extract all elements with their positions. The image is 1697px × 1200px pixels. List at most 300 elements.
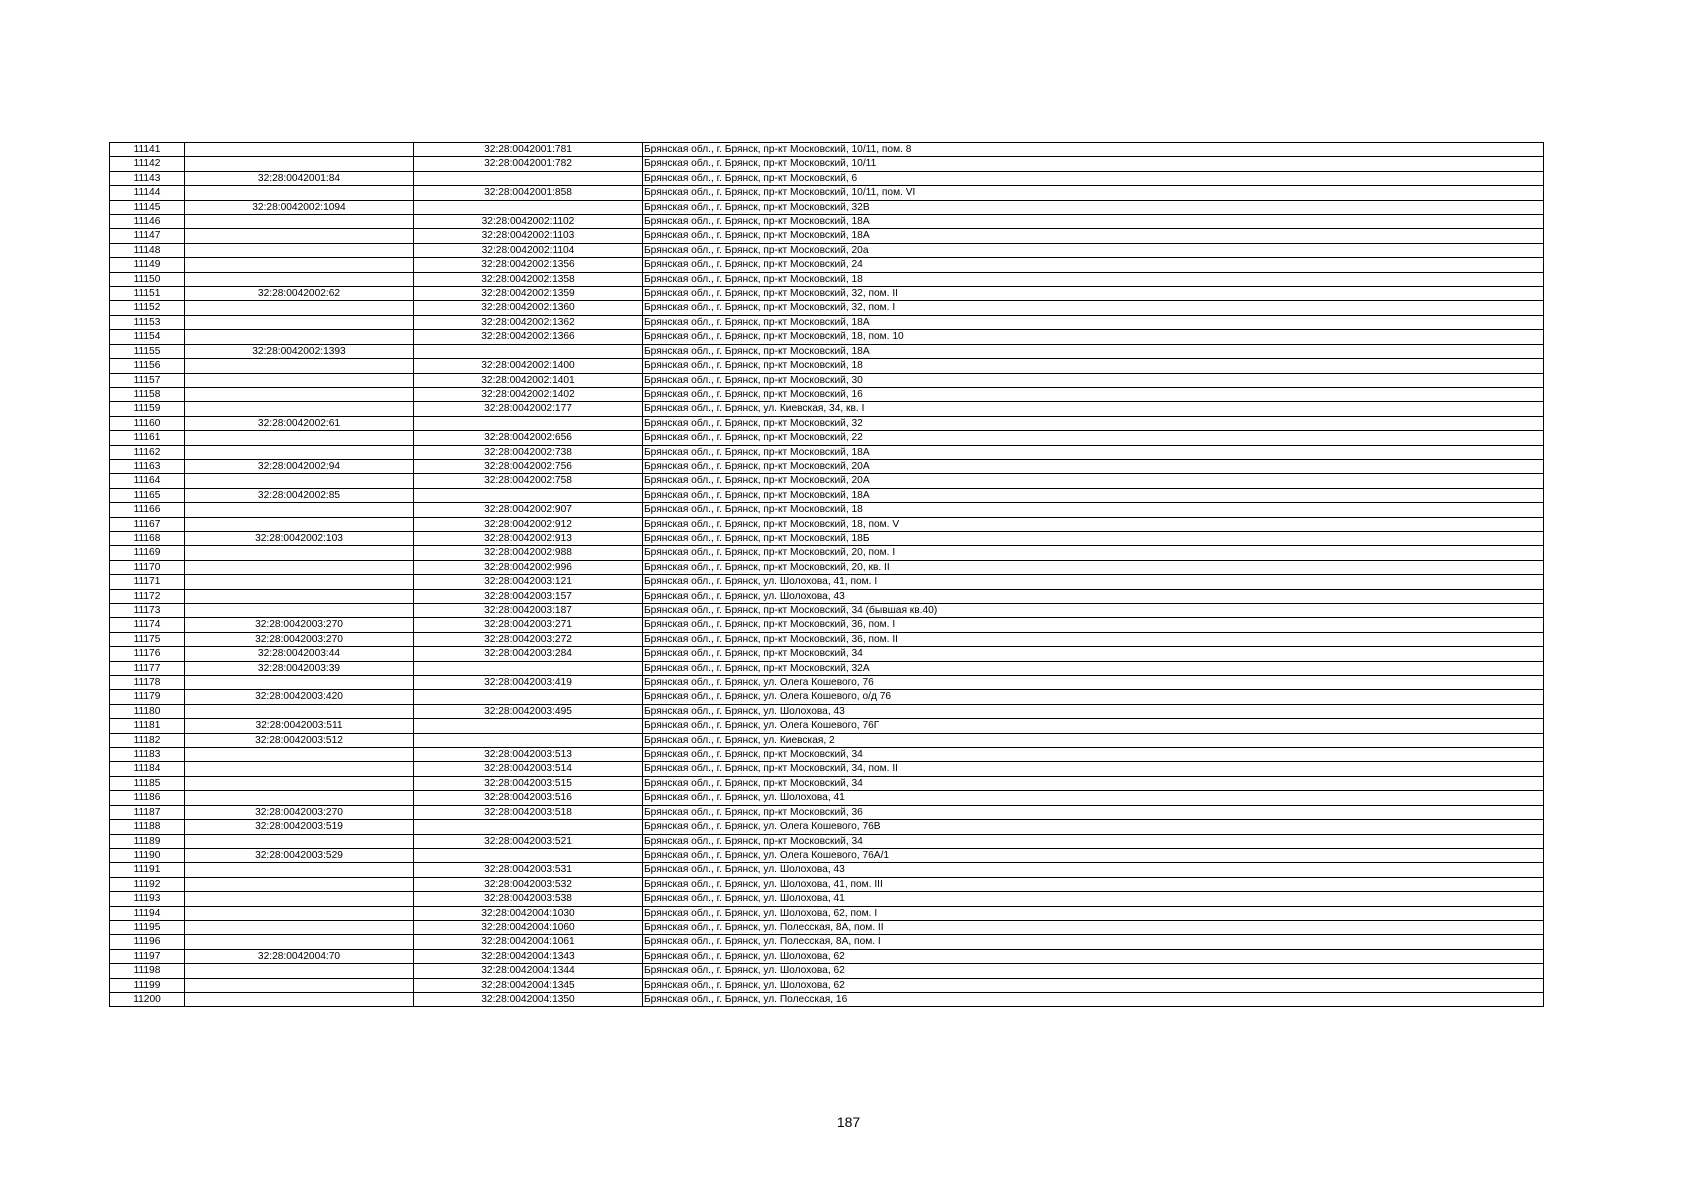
table-row (110, 892, 1544, 906)
table-row (110, 373, 1544, 387)
cadastral-number-cell: 32:28:0042004:1060 (414, 920, 643, 934)
row-number-cell: 11185 (110, 776, 185, 790)
row-number-cell: 11150 (110, 272, 185, 286)
cadastral-number-cell: 32:28:0042004:1061 (414, 935, 643, 949)
parent-cadastral-number-cell (185, 215, 414, 229)
address-cell: Брянская обл., г. Брянск, ул. Олега Кошевого, 76 (643, 676, 1544, 690)
cadastral-number-cell: 32:28:0042001:858 (414, 186, 643, 200)
address-cell: Брянская обл., г. Брянск, пр-кт Московский, 10/11, пом. VI (643, 186, 1544, 200)
address-cell: Брянская обл., г. Брянск, пр-кт Московский, 18А (643, 315, 1544, 329)
parent-cadastral-number-cell (185, 877, 414, 891)
address-cell: Брянская обл., г. Брянск, пр-кт Московский, 18А (643, 229, 1544, 243)
table-row (110, 820, 1544, 834)
parent-cadastral-number-cell: 32:28:0042003:270 (185, 632, 414, 646)
cadastral-number-cell: 32:28:0042003:419 (414, 676, 643, 690)
address-cell: Брянская обл., г. Брянск, ул. Шолохова, 62 (643, 949, 1544, 963)
row-number-cell: 11178 (110, 676, 185, 690)
address-cell: Брянская обл., г. Брянск, пр-кт Московский, 32А (643, 661, 1544, 675)
parent-cadastral-number-cell (185, 589, 414, 603)
parent-cadastral-number-cell (185, 243, 414, 257)
cadastral-number-cell: 32:28:0042004:1344 (414, 964, 643, 978)
table-row (110, 690, 1544, 704)
row-number-cell: 11160 (110, 416, 185, 430)
parent-cadastral-number-cell (185, 503, 414, 517)
table-row (110, 344, 1544, 358)
parent-cadastral-number-cell (185, 373, 414, 387)
table-row (110, 964, 1544, 978)
parent-cadastral-number-cell (185, 157, 414, 171)
cadastral-number-cell: 32:28:0042003:516 (414, 791, 643, 805)
table-row (110, 171, 1544, 185)
address-cell: Брянская обл., г. Брянск, пр-кт Московский, 36, пом. II (643, 632, 1544, 646)
address-cell: Брянская обл., г. Брянск, ул. Шолохова, 43 (643, 704, 1544, 718)
address-cell: Брянская обл., г. Брянск, пр-кт Московский, 18 (643, 359, 1544, 373)
table-row (110, 978, 1544, 992)
address-cell: Брянская обл., г. Брянск, пр-кт Московский, 24 (643, 258, 1544, 272)
address-cell: Брянская обл., г. Брянск, пр-кт Московский, 34 (643, 776, 1544, 790)
table-row (110, 992, 1544, 1006)
cadastral-number-cell: 32:28:0042003:532 (414, 877, 643, 891)
address-cell: Брянская обл., г. Брянск, ул. Олега Кошевого, 76Г (643, 719, 1544, 733)
parent-cadastral-number-cell (185, 474, 414, 488)
row-number-cell: 11142 (110, 157, 185, 171)
parent-cadastral-number-cell: 32:28:0042003:420 (185, 690, 414, 704)
row-number-cell: 11198 (110, 964, 185, 978)
table-row (110, 604, 1544, 618)
table-row (110, 459, 1544, 473)
table-row (110, 186, 1544, 200)
cadastral-number-cell: 32:28:0042002:1102 (414, 215, 643, 229)
table-row (110, 243, 1544, 257)
table-row (110, 805, 1544, 819)
cadastral-number-cell: 32:28:0042002:988 (414, 546, 643, 560)
parent-cadastral-number-cell: 32:28:0042002:85 (185, 488, 414, 502)
address-cell: Брянская обл., г. Брянск, пр-кт Московский, 18А (643, 445, 1544, 459)
parent-cadastral-number-cell: 32:28:0042002:94 (185, 459, 414, 473)
parent-cadastral-number-cell (185, 575, 414, 589)
row-number-cell: 11154 (110, 330, 185, 344)
parent-cadastral-number-cell (185, 776, 414, 790)
cadastral-number-cell: 32:28:0042003:271 (414, 618, 643, 632)
address-cell: Брянская обл., г. Брянск, ул. Шолохова, 41, пом. III (643, 877, 1544, 891)
cadastral-number-cell: 32:28:0042002:1401 (414, 373, 643, 387)
parent-cadastral-number-cell (185, 517, 414, 531)
parent-cadastral-number-cell (185, 704, 414, 718)
address-cell: Брянская обл., г. Брянск, ул. Шолохова, 43 (643, 863, 1544, 877)
table-row (110, 906, 1544, 920)
table-row (110, 704, 1544, 718)
table-row (110, 287, 1544, 301)
table-row (110, 877, 1544, 891)
parent-cadastral-number-cell: 32:28:0042003:529 (185, 848, 414, 862)
parent-cadastral-number-cell (185, 431, 414, 445)
row-number-cell: 11174 (110, 618, 185, 632)
cadastral-number-cell: 32:28:0042002:756 (414, 459, 643, 473)
row-number-cell: 11184 (110, 762, 185, 776)
parent-cadastral-number-cell (185, 762, 414, 776)
row-number-cell: 11161 (110, 431, 185, 445)
row-number-cell: 11183 (110, 748, 185, 762)
parent-cadastral-number-cell (185, 301, 414, 315)
table-row (110, 661, 1544, 675)
address-cell: Брянская обл., г. Брянск, ул. Шолохова, 62 (643, 978, 1544, 992)
cadastral-number-cell: 32:28:0042002:1359 (414, 287, 643, 301)
row-number-cell: 11143 (110, 171, 185, 185)
row-number-cell: 11186 (110, 791, 185, 805)
cadastral-number-cell: 32:28:0042003:157 (414, 589, 643, 603)
cadastral-number-cell: 32:28:0042003:121 (414, 575, 643, 589)
row-number-cell: 11189 (110, 834, 185, 848)
table-row (110, 301, 1544, 315)
table-row (110, 791, 1544, 805)
address-cell: Брянская обл., г. Брянск, пр-кт Московский, 18А (643, 215, 1544, 229)
parent-cadastral-number-cell: 32:28:0042003:270 (185, 805, 414, 819)
cadastral-number-cell: 32:28:0042003:538 (414, 892, 643, 906)
row-number-cell: 11200 (110, 992, 185, 1006)
row-number-cell: 11151 (110, 287, 185, 301)
cadastral-number-cell: 32:28:0042001:782 (414, 157, 643, 171)
parent-cadastral-number-cell: 32:28:0042002:1393 (185, 344, 414, 358)
table-row (110, 632, 1544, 646)
parent-cadastral-number-cell (185, 906, 414, 920)
table-row (110, 776, 1544, 790)
row-number-cell: 11164 (110, 474, 185, 488)
address-cell: Брянская обл., г. Брянск, пр-кт Московский, 18А (643, 488, 1544, 502)
cadastral-number-cell: 32:28:0042003:513 (414, 748, 643, 762)
table-row (110, 531, 1544, 545)
cadastral-number-cell: 32:28:0042003:531 (414, 863, 643, 877)
row-number-cell: 11196 (110, 935, 185, 949)
address-cell: Брянская обл., г. Брянск, ул. Полесская, 8А, пом. II (643, 920, 1544, 934)
table-row (110, 733, 1544, 747)
row-number-cell: 11179 (110, 690, 185, 704)
address-cell: Брянская обл., г. Брянск, ул. Олега Кошевого, 76А/1 (643, 848, 1544, 862)
row-number-cell: 11177 (110, 661, 185, 675)
table-row (110, 272, 1544, 286)
address-cell: Брянская обл., г. Брянск, пр-кт Московский, 34, пом. II (643, 762, 1544, 776)
parent-cadastral-number-cell: 32:28:0042003:519 (185, 820, 414, 834)
row-number-cell: 11162 (110, 445, 185, 459)
cadastral-number-cell: 32:28:0042004:1343 (414, 949, 643, 963)
parent-cadastral-number-cell: 32:28:0042003:39 (185, 661, 414, 675)
address-cell: Брянская обл., г. Брянск, ул. Олега Кошевого, 76В (643, 820, 1544, 834)
parent-cadastral-number-cell (185, 402, 414, 416)
table-row (110, 848, 1544, 862)
cadastral-number-cell (414, 661, 643, 675)
cadastral-number-cell: 32:28:0042003:514 (414, 762, 643, 776)
table-row (110, 330, 1544, 344)
address-cell: Брянская обл., г. Брянск, пр-кт Московский, 20а (643, 243, 1544, 257)
address-cell: Брянская обл., г. Брянск, пр-кт Московский, 10/11, пом. 8 (643, 143, 1544, 157)
parent-cadastral-number-cell: 32:28:0042001:84 (185, 171, 414, 185)
table-row (110, 315, 1544, 329)
parent-cadastral-number-cell (185, 892, 414, 906)
parent-cadastral-number-cell: 32:28:0042004:70 (185, 949, 414, 963)
address-cell: Брянская обл., г. Брянск, пр-кт Московский, 18Б (643, 531, 1544, 545)
table-row (110, 719, 1544, 733)
row-number-cell: 11190 (110, 848, 185, 862)
address-cell: Брянская обл., г. Брянск, пр-кт Московский, 20, пом. I (643, 546, 1544, 560)
row-number-cell: 11153 (110, 315, 185, 329)
address-cell: Брянская обл., г. Брянск, пр-кт Московский, 32В (643, 200, 1544, 214)
cadastral-number-cell: 32:28:0042003:495 (414, 704, 643, 718)
table-row (110, 863, 1544, 877)
parent-cadastral-number-cell: 32:28:0042002:62 (185, 287, 414, 301)
table-row (110, 949, 1544, 963)
cadastral-number-cell (414, 171, 643, 185)
address-cell: Брянская обл., г. Брянск, ул. Олега Кошевого, о/д 76 (643, 690, 1544, 704)
row-number-cell: 11193 (110, 892, 185, 906)
table-row (110, 416, 1544, 430)
cadastral-number-cell (414, 690, 643, 704)
parent-cadastral-number-cell (185, 272, 414, 286)
row-number-cell: 11181 (110, 719, 185, 733)
address-cell: Брянская обл., г. Брянск, пр-кт Московский, 32, пом. I (643, 301, 1544, 315)
row-number-cell: 11167 (110, 517, 185, 531)
address-cell: Брянская обл., г. Брянск, пр-кт Московский, 6 (643, 171, 1544, 185)
parent-cadastral-number-cell (185, 748, 414, 762)
row-number-cell: 11141 (110, 143, 185, 157)
table-row (110, 560, 1544, 574)
row-number-cell: 11176 (110, 647, 185, 661)
parent-cadastral-number-cell: 32:28:0042002:1094 (185, 200, 414, 214)
cadastral-number-cell (414, 416, 643, 430)
cadastral-number-cell: 32:28:0042003:187 (414, 604, 643, 618)
parent-cadastral-number-cell (185, 834, 414, 848)
address-cell: Брянская обл., г. Брянск, пр-кт Московский, 34 (643, 647, 1544, 661)
row-number-cell: 11165 (110, 488, 185, 502)
table-row (110, 229, 1544, 243)
address-cell: Брянская обл., г. Брянск, ул. Шолохова, 41 (643, 892, 1544, 906)
row-number-cell: 11173 (110, 604, 185, 618)
parent-cadastral-number-cell (185, 604, 414, 618)
row-number-cell: 11166 (110, 503, 185, 517)
parent-cadastral-number-cell: 32:28:0042002:61 (185, 416, 414, 430)
parent-cadastral-number-cell (185, 935, 414, 949)
parent-cadastral-number-cell (185, 229, 414, 243)
table-row (110, 157, 1544, 171)
address-cell: Брянская обл., г. Брянск, ул. Киевская, 2 (643, 733, 1544, 747)
table-row (110, 748, 1544, 762)
cadastral-number-cell: 32:28:0042002:1356 (414, 258, 643, 272)
row-number-cell: 11180 (110, 704, 185, 718)
table-row (110, 402, 1544, 416)
address-cell: Брянская обл., г. Брянск, пр-кт Московский, 18А (643, 344, 1544, 358)
row-number-cell: 11197 (110, 949, 185, 963)
cadastral-number-cell: 32:28:0042002:738 (414, 445, 643, 459)
table-row (110, 575, 1544, 589)
table-row (110, 488, 1544, 502)
cadastral-number-cell: 32:28:0042002:1366 (414, 330, 643, 344)
address-cell: Брянская обл., г. Брянск, пр-кт Московский, 32 (643, 416, 1544, 430)
table-row (110, 647, 1544, 661)
cadastral-number-cell (414, 719, 643, 733)
address-cell: Брянская обл., г. Брянск, пр-кт Московский, 18, пом. 10 (643, 330, 1544, 344)
address-cell: Брянская обл., г. Брянск, ул. Шолохова, 62, пом. I (643, 906, 1544, 920)
row-number-cell: 11157 (110, 373, 185, 387)
address-cell: Брянская обл., г. Брянск, пр-кт Московский, 36, пом. I (643, 618, 1544, 632)
cadastral-number-cell (414, 200, 643, 214)
row-number-cell: 11145 (110, 200, 185, 214)
table-row (110, 935, 1544, 949)
row-number-cell: 11187 (110, 805, 185, 819)
cadastral-number-cell: 32:28:0042002:913 (414, 531, 643, 545)
cadastral-number-cell: 32:28:0042004:1030 (414, 906, 643, 920)
registry-table (109, 142, 1544, 1007)
address-cell: Брянская обл., г. Брянск, пр-кт Московский, 34 (бывшая кв.40) (643, 604, 1544, 618)
table-row (110, 359, 1544, 373)
table-row (110, 546, 1544, 560)
parent-cadastral-number-cell (185, 445, 414, 459)
table-row (110, 503, 1544, 517)
address-cell: Брянская обл., г. Брянск, пр-кт Московский, 18 (643, 503, 1544, 517)
row-number-cell: 11170 (110, 560, 185, 574)
table-row (110, 517, 1544, 531)
address-cell: Брянская обл., г. Брянск, пр-кт Московский, 20А (643, 474, 1544, 488)
address-cell: Брянская обл., г. Брянск, ул. Шолохова, 41 (643, 791, 1544, 805)
parent-cadastral-number-cell (185, 560, 414, 574)
address-cell: Брянская обл., г. Брянск, пр-кт Московский, 34 (643, 748, 1544, 762)
address-cell: Брянская обл., г. Брянск, ул. Шолохова, 62 (643, 964, 1544, 978)
cadastral-number-cell: 32:28:0042002:996 (414, 560, 643, 574)
cadastral-number-cell: 32:28:0042002:1358 (414, 272, 643, 286)
row-number-cell: 11163 (110, 459, 185, 473)
table-row (110, 387, 1544, 401)
cadastral-number-cell: 32:28:0042003:518 (414, 805, 643, 819)
row-number-cell: 11155 (110, 344, 185, 358)
cadastral-number-cell (414, 344, 643, 358)
table-row (110, 474, 1544, 488)
table-row (110, 618, 1544, 632)
cadastral-number-cell: 32:28:0042004:1345 (414, 978, 643, 992)
registry-table-body (110, 143, 1544, 1007)
table-row (110, 445, 1544, 459)
cadastral-number-cell: 32:28:0042003:521 (414, 834, 643, 848)
address-cell: Брянская обл., г. Брянск, пр-кт Московский, 34 (643, 834, 1544, 848)
cadastral-number-cell: 32:28:0042003:515 (414, 776, 643, 790)
parent-cadastral-number-cell (185, 978, 414, 992)
address-cell: Брянская обл., г. Брянск, ул. Шолохова, 41, пом. I (643, 575, 1544, 589)
table-row (110, 215, 1544, 229)
address-cell: Брянская обл., г. Брянск, ул. Полесская, 8А, пом. I (643, 935, 1544, 949)
cadastral-number-cell: 32:28:0042004:1350 (414, 992, 643, 1006)
cadastral-number-cell: 32:28:0042002:907 (414, 503, 643, 517)
cadastral-number-cell: 32:28:0042002:656 (414, 431, 643, 445)
row-number-cell: 11172 (110, 589, 185, 603)
row-number-cell: 11148 (110, 243, 185, 257)
row-number-cell: 11191 (110, 863, 185, 877)
cadastral-number-cell: 32:28:0042003:284 (414, 647, 643, 661)
parent-cadastral-number-cell (185, 258, 414, 272)
address-cell: Брянская обл., г. Брянск, пр-кт Московский, 18, пом. V (643, 517, 1544, 531)
address-cell: Брянская обл., г. Брянск, пр-кт Московский, 20А (643, 459, 1544, 473)
row-number-cell: 11199 (110, 978, 185, 992)
cadastral-number-cell: 32:28:0042002:1104 (414, 243, 643, 257)
row-number-cell: 11182 (110, 733, 185, 747)
table-row (110, 676, 1544, 690)
parent-cadastral-number-cell (185, 186, 414, 200)
parent-cadastral-number-cell (185, 330, 414, 344)
table-row (110, 258, 1544, 272)
row-number-cell: 11158 (110, 387, 185, 401)
row-number-cell: 11147 (110, 229, 185, 243)
cadastral-number-cell (414, 733, 643, 747)
parent-cadastral-number-cell (185, 920, 414, 934)
cadastral-number-cell (414, 848, 643, 862)
parent-cadastral-number-cell: 32:28:0042003:270 (185, 618, 414, 632)
row-number-cell: 11171 (110, 575, 185, 589)
row-number-cell: 11168 (110, 531, 185, 545)
parent-cadastral-number-cell (185, 964, 414, 978)
cadastral-number-cell (414, 488, 643, 502)
row-number-cell: 11156 (110, 359, 185, 373)
address-cell: Брянская обл., г. Брянск, пр-кт Московский, 20, кв. II (643, 560, 1544, 574)
row-number-cell: 11175 (110, 632, 185, 646)
parent-cadastral-number-cell (185, 863, 414, 877)
row-number-cell: 11146 (110, 215, 185, 229)
address-cell: Брянская обл., г. Брянск, ул. Киевская, 34, кв. I (643, 402, 1544, 416)
parent-cadastral-number-cell: 32:28:0042003:44 (185, 647, 414, 661)
address-cell: Брянская обл., г. Брянск, пр-кт Московский, 22 (643, 431, 1544, 445)
row-number-cell: 11149 (110, 258, 185, 272)
table-row (110, 143, 1544, 157)
parent-cadastral-number-cell: 32:28:0042002:103 (185, 531, 414, 545)
parent-cadastral-number-cell (185, 676, 414, 690)
row-number-cell: 11195 (110, 920, 185, 934)
cadastral-number-cell: 32:28:0042003:272 (414, 632, 643, 646)
page-number: 187 (836, 1114, 861, 1130)
address-cell: Брянская обл., г. Брянск, ул. Шолохова, 43 (643, 589, 1544, 603)
row-number-cell: 11152 (110, 301, 185, 315)
parent-cadastral-number-cell: 32:28:0042003:511 (185, 719, 414, 733)
table-row (110, 762, 1544, 776)
cadastral-number-cell: 32:28:0042002:1362 (414, 315, 643, 329)
row-number-cell: 11188 (110, 820, 185, 834)
address-cell: Брянская обл., г. Брянск, пр-кт Московский, 32, пом. II (643, 287, 1544, 301)
cadastral-number-cell: 32:28:0042002:177 (414, 402, 643, 416)
address-cell: Брянская обл., г. Брянск, пр-кт Московский, 36 (643, 805, 1544, 819)
address-cell: Брянская обл., г. Брянск, пр-кт Московский, 18 (643, 272, 1544, 286)
table-row (110, 834, 1544, 848)
address-cell: Брянская обл., г. Брянск, пр-кт Московский, 16 (643, 387, 1544, 401)
cadastral-number-cell: 32:28:0042002:1103 (414, 229, 643, 243)
cadastral-number-cell: 32:28:0042002:1402 (414, 387, 643, 401)
parent-cadastral-number-cell: 32:28:0042003:512 (185, 733, 414, 747)
cadastral-number-cell: 32:28:0042002:758 (414, 474, 643, 488)
parent-cadastral-number-cell (185, 315, 414, 329)
address-cell: Брянская обл., г. Брянск, ул. Полесская, 16 (643, 992, 1544, 1006)
row-number-cell: 11192 (110, 877, 185, 891)
cadastral-number-cell: 32:28:0042002:1360 (414, 301, 643, 315)
cadastral-number-cell (414, 820, 643, 834)
table-row (110, 589, 1544, 603)
parent-cadastral-number-cell (185, 359, 414, 373)
cadastral-number-cell: 32:28:0042002:1400 (414, 359, 643, 373)
row-number-cell: 11144 (110, 186, 185, 200)
row-number-cell: 11159 (110, 402, 185, 416)
parent-cadastral-number-cell (185, 546, 414, 560)
table-row (110, 920, 1544, 934)
row-number-cell: 11169 (110, 546, 185, 560)
address-cell: Брянская обл., г. Брянск, пр-кт Московский, 30 (643, 373, 1544, 387)
parent-cadastral-number-cell (185, 387, 414, 401)
row-number-cell: 11194 (110, 906, 185, 920)
table-row (110, 431, 1544, 445)
table-row (110, 200, 1544, 214)
cadastral-number-cell: 32:28:0042001:781 (414, 143, 643, 157)
parent-cadastral-number-cell (185, 791, 414, 805)
address-cell: Брянская обл., г. Брянск, пр-кт Московский, 10/11 (643, 157, 1544, 171)
